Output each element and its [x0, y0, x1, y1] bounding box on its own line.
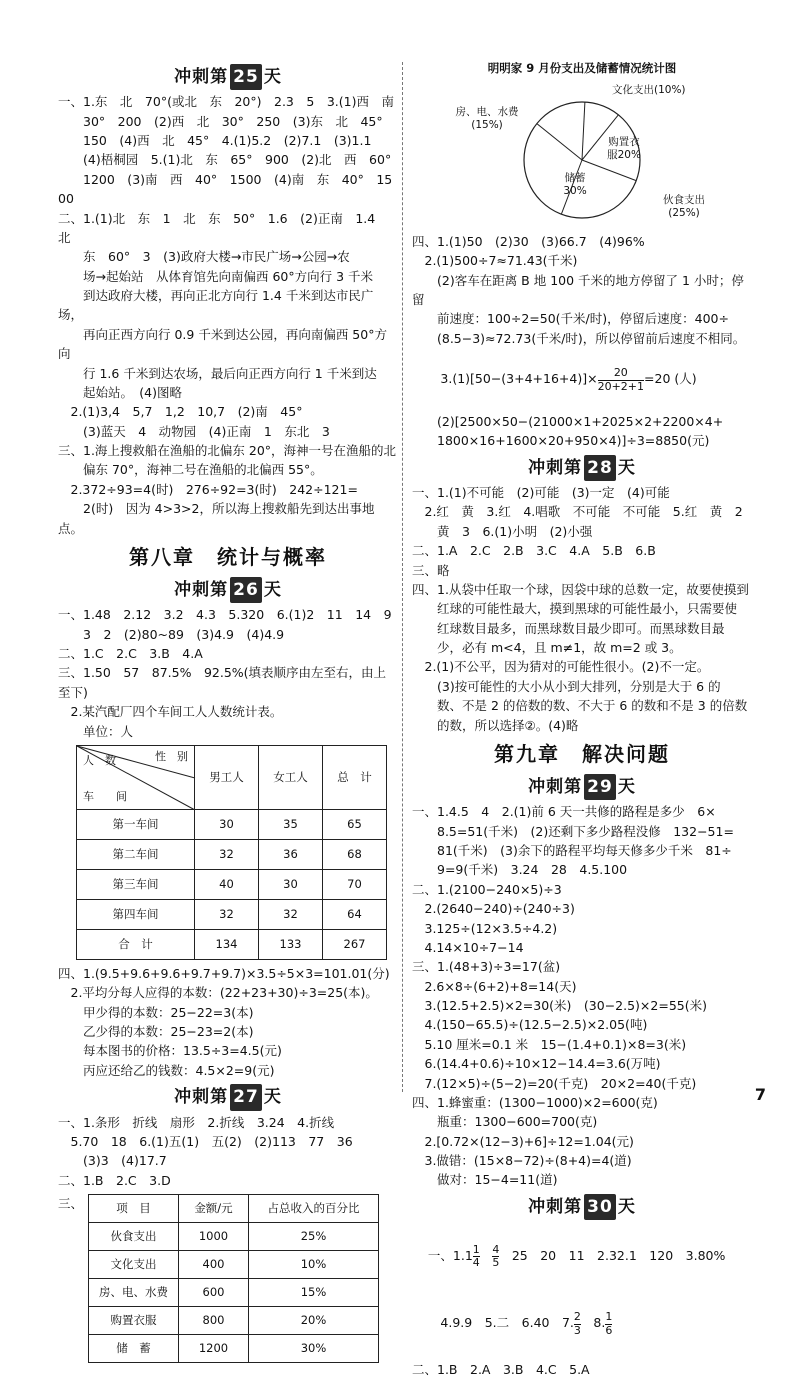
- text: 8.: [580, 1315, 606, 1331]
- fraction-numerator: 20: [613, 366, 628, 380]
- row-header: 第四车间: [77, 899, 195, 929]
- page-number: 7: [754, 1085, 766, 1104]
- answer-line: 每本图书的价格：13.5÷3=4.5(元): [58, 1043, 282, 1059]
- table-row: [77, 809, 387, 839]
- answer-line: 二、1.C 2.C 3.B 4.A: [58, 646, 203, 662]
- column-header: 总 计: [323, 745, 387, 809]
- table-cell: 35: [259, 809, 323, 839]
- row-header: 合 计: [77, 929, 195, 959]
- answer-line: 2.平均分每人应得的本数：(22+23+30)÷3=25(本)。: [58, 985, 378, 1001]
- column-header: 男工人: [195, 745, 259, 809]
- answer-line: (8.5−3)≈72.73(千米/时)，所以停留前后速度不相同。: [412, 330, 746, 346]
- day25-title: [58, 64, 398, 90]
- answer-line: 数、不是 2 的倍数的数、不大于 6 的数和不是 3 的倍数: [412, 698, 748, 714]
- day-number-badge: 26: [230, 577, 262, 603]
- fraction-line-suffix: =20 (人): [644, 371, 697, 387]
- fraction-denominator: 4: [472, 1255, 480, 1269]
- table-cell: 文化支出: [89, 1251, 179, 1279]
- answer-line: 场→起始站 从体育馆先向南偏西 60°方向行 3 千米: [58, 268, 374, 284]
- table-cell: 32: [259, 899, 323, 929]
- answer-line: 9=9(千米) 3.24 28 4.5.100: [412, 862, 628, 878]
- fraction-numerator: 2: [573, 1310, 581, 1324]
- fraction-denominator: 5: [492, 1255, 500, 1269]
- answer-line: 150 (4)西 北 45° 4.(1)5.2 (2)7.1 (3)1.1: [58, 133, 372, 149]
- table-cell: 40: [195, 869, 259, 899]
- answer-line: 丙应还给乙的钱数：4.5×2=9(元): [58, 1062, 275, 1078]
- table-cell: 133: [259, 929, 323, 959]
- pie-label-culture: 文化支出(10%): [612, 83, 686, 96]
- workshop-table: [76, 745, 387, 960]
- answer-line: 8.5=51(千米) (2)还剩下多少路程没修 132−51=: [412, 823, 734, 839]
- answer-line: 二、1.(1)北 东 1 北 东 50° 1.6 (2)正南 1.4 北: [58, 210, 388, 245]
- answer-line: 乙少得的本数：25−23=2(本): [58, 1024, 254, 1040]
- day-number-badge: 25: [230, 64, 262, 90]
- answer-line: 三、1.50 57 87.5% 92.5%(填表顺序由左至右，由上至下): [58, 665, 387, 700]
- fraction: [574, 1311, 581, 1336]
- table-cell: 1200: [179, 1335, 249, 1363]
- table-cell: 36: [259, 839, 323, 869]
- day26-answers: [58, 605, 398, 741]
- table-cell: 30: [195, 809, 259, 839]
- day-number-badge: 30: [584, 1194, 616, 1220]
- answer-line: 5.70 18 6.(1)五(1) 五(2) (2)113 77 36: [58, 1133, 353, 1149]
- answer-line: 1800×16+1600×20+950×4)]÷3=8850(元): [412, 433, 710, 449]
- table-row: [89, 1251, 379, 1279]
- text: 4.9.9 5.二 6.40 7.: [427, 1315, 574, 1331]
- answer-line: 四、1.从袋中任取一个球，因袋中球的总数一定，故要使摸到: [412, 581, 749, 597]
- day30-line1: [412, 1224, 752, 1288]
- answer-line: 四、1.(9.5+9.6+9.6+9.7+9.7)×3.5÷5×3=101.01(分): [58, 965, 390, 981]
- answer-line: 3.做错：(15×8−72)÷(8+4)=4(道): [412, 1153, 632, 1169]
- day-title-suffix: 天: [263, 1087, 282, 1108]
- day29-title: [412, 774, 752, 800]
- answer-line: 甲少得的本数：25−22=3(本): [58, 1004, 254, 1020]
- day-number-badge: 28: [584, 455, 616, 481]
- answer-line: 的数，所以选择②。(4)略: [412, 717, 579, 733]
- diagonal-header-cell: [77, 745, 195, 809]
- table-row: [77, 869, 387, 899]
- fraction-denominator: 6: [605, 1323, 613, 1337]
- day-title-prefix: 冲刺第: [174, 67, 229, 87]
- answer-line: 瓶重：1300−600=700(克): [412, 1114, 598, 1130]
- day-title-prefix: 冲刺第: [528, 457, 583, 478]
- pie-chart: [432, 82, 732, 232]
- table-cell: 70: [323, 869, 387, 899]
- answer-line: 3.(12.5+2.5)×2=30(米) (30−2.5)×2=55(米): [412, 998, 707, 1014]
- answer-line: 5.10 厘米=0.1 米 15−(1.4+0.1)×8=3(米): [412, 1036, 687, 1052]
- day-title-prefix: 冲刺第: [174, 1087, 229, 1108]
- fraction-denominator: 20+2+1: [597, 379, 645, 393]
- answer-line: 起始站。 (4)图略: [58, 384, 182, 400]
- table-cell: 伙食支出: [89, 1223, 179, 1251]
- table-cell: 购置衣服: [89, 1307, 179, 1335]
- answer-line: 二、1.B 2.C 3.D: [58, 1172, 171, 1188]
- day-number-badge: 27: [230, 1084, 262, 1110]
- answer-line: 二、1.A 2.C 2.B 3.C 4.A 5.B 6.B: [412, 543, 656, 559]
- chapter9-title: 第九章 解决问题: [494, 741, 670, 766]
- day30-line2: [412, 1292, 752, 1356]
- row-header: 第三车间: [77, 869, 195, 899]
- answer-line: 3 2 (2)80~89 (3)4.9 (4)4.9: [58, 626, 285, 642]
- answer-line: 7.(12×5)÷(5−2)=20(千克) 20×2=40(千克): [412, 1075, 697, 1091]
- table-cell: 600: [179, 1279, 249, 1307]
- answer-line: 少，必有 m<4，且 m≠1，故 m=2 或 3。: [412, 640, 682, 656]
- answer-line: 一、1.48 2.12 3.2 4.3 5.320 6.(1)2 11 14 9: [58, 607, 392, 623]
- answer-line: 三、1.(48+3)÷3=17(盆): [412, 959, 561, 975]
- answer-line: 4.(150−65.5)÷(12.5−2.5)×2.05(吨): [412, 1017, 648, 1033]
- chapter8-title: 第八章 统计与概率: [129, 544, 327, 569]
- answer-line: 一、1.4.5 4 2.(1)前 6 天一共修的路程是多少 6×: [412, 804, 716, 820]
- answer-line: (3)蓝天 4 动物园 (4)正南 1 东北 3: [58, 423, 330, 439]
- answer-line: (3)按可能性的大小从小到大排列，分别是大于 6 的: [412, 678, 721, 694]
- table-row: [89, 1335, 379, 1363]
- table-cell: 1000: [179, 1223, 249, 1251]
- answer-line: 单位：人: [58, 723, 134, 739]
- day28-title: [412, 455, 752, 481]
- day-title-prefix: 冲刺第: [174, 579, 229, 600]
- answer-line: 2.6×8÷(6+2)+8=14(天): [412, 978, 577, 994]
- answer-line: 2.(1)不公平，因为猜对的可能性很小。(2)不一定。: [412, 659, 710, 675]
- section4-answers: [412, 232, 752, 348]
- day-title-suffix: 天: [263, 67, 282, 87]
- fraction-numerator: 1: [605, 1310, 613, 1324]
- header-label-count: 人 数: [83, 753, 116, 767]
- day25-answers: [58, 92, 398, 538]
- day-title-suffix: 天: [617, 776, 636, 797]
- day-title-suffix: 天: [617, 1196, 636, 1217]
- section-label: 三、: [58, 1196, 84, 1212]
- table-cell: 25%: [249, 1223, 379, 1251]
- section4-answers-continued: [412, 412, 752, 451]
- answer-line: 再向正西方向行 0.9 千米到达公园，再向南偏西 50°方向: [58, 326, 387, 362]
- fraction: [605, 1311, 612, 1336]
- table-cell: 400: [179, 1251, 249, 1279]
- answer-line: 三、1.海上搜救船在渔船的北偏东 20°，海神一号在渔船的北: [58, 443, 397, 459]
- answer-line: 2.某汽配厂四个车间工人人数统计表。: [58, 704, 283, 720]
- answer-line: 东 60° 3 (3)政府大楼→市民广场→公园→农: [58, 249, 350, 265]
- table-cell: 30%: [249, 1335, 379, 1363]
- answer-line: 到达政府大楼，再向正北方向行 1.4 千米到达市民广场，: [58, 288, 374, 323]
- table-row: [89, 1307, 379, 1335]
- expense-table-block: [58, 1194, 398, 1363]
- day-title-suffix: 天: [617, 457, 636, 478]
- answer-line: 偏东 70°，海神二号在渔船的北偏西 55°。: [58, 462, 323, 478]
- answer-line: 4.14×10÷7−14: [412, 939, 524, 955]
- answer-line: 四、1.蜂蜜重：(1300−1000)×2=600(克): [412, 1094, 658, 1110]
- column-divider: [402, 62, 403, 1092]
- expense-table: [88, 1194, 379, 1363]
- answer-line: 81(千米) (3)余下的路程平均每天修多少千米 81÷: [412, 843, 732, 859]
- answer-line: 红球数目最多，而黑球数目最少即可。而黑球数目最: [412, 620, 725, 636]
- answer-line: 6.(14.4+0.6)÷10×12−14.4=3.6(万吨): [412, 1056, 661, 1072]
- answer-line: 2.[0.72×(12−3)+6]÷12=1.04(元): [412, 1133, 634, 1149]
- pie-label-housing: 房、电、水费(15%): [455, 105, 519, 131]
- right-column: [412, 60, 752, 1379]
- fraction-line: [412, 348, 752, 412]
- answer-line: 2.(1)3,4 5,7 1,2 10,7 (2)南 45°: [58, 404, 303, 420]
- left-column: [58, 60, 398, 1367]
- answer-line: (4)梧桐园 5.(1)北 东 65° 900 (2)北 西 60°: [58, 152, 392, 168]
- answer-line: 黄 3 6.(1)小明 (2)小强: [412, 523, 593, 539]
- day-title-prefix: 冲刺第: [528, 1196, 583, 1217]
- column-header: 占总收入的百分比: [249, 1195, 379, 1223]
- table-cell: 64: [323, 899, 387, 929]
- day30-title: [412, 1194, 752, 1220]
- answer-line: 一、1.条形 折线 扇形 2.折线 3.24 4.折线: [58, 1114, 335, 1130]
- column-header: 项 目: [89, 1195, 179, 1223]
- text: 25 20 11 2.32.1 120 3.80%: [499, 1247, 726, 1263]
- table-cell: 65: [323, 809, 387, 839]
- table-cell: 800: [179, 1307, 249, 1335]
- answer-line: 前速度：100÷2=50(千米/时)，停留后速度：400÷: [412, 311, 729, 327]
- answer-line: 2.372÷93=4(时) 276÷92=3(时) 242÷121=: [58, 481, 358, 497]
- table-cell: 68: [323, 839, 387, 869]
- table-cell: 房、电、水费: [89, 1279, 179, 1307]
- answer-line: 三、略: [412, 562, 450, 578]
- row-header: 第一车间: [77, 809, 195, 839]
- answer-line: 2.红 黄 3.红 4.唱歌 不可能 不可能 5.红 黄 2: [412, 504, 743, 520]
- answer-line: (3)3 (4)17.7: [58, 1153, 167, 1169]
- table-cell: 15%: [249, 1279, 379, 1307]
- answer-line: 30° 200 (2)西 北 30° 250 (3)东 北 45°: [58, 113, 383, 129]
- pie-label-savings: 储蓄 30%: [563, 171, 587, 197]
- day28-answers: [412, 483, 752, 735]
- day26-title: [58, 577, 398, 603]
- answer-line: (2)[2500×50−(21000×1+2025×2+2200×4+: [412, 414, 724, 429]
- header-label-workshop: 车 间: [83, 789, 127, 803]
- fraction-numerator: 4: [492, 1242, 500, 1256]
- day-title-suffix: 天: [263, 579, 282, 600]
- pie-label-clothes: 购置衣服20%: [607, 135, 641, 161]
- table-row: [89, 1223, 379, 1251]
- answer-line: 2.(2640−240)÷(240÷3): [412, 901, 575, 917]
- table-row: [77, 839, 387, 869]
- table-cell: 20%: [249, 1307, 379, 1335]
- table-cell: 134: [195, 929, 259, 959]
- table-cell: 储 蓄: [89, 1335, 179, 1363]
- pie-label-food: 伙食支出(25%): [663, 193, 705, 219]
- table-row: [77, 929, 387, 959]
- fraction: [598, 367, 644, 392]
- day30-line3: 二、1.B 2.A 3.B 4.C 5.A: [412, 1362, 590, 1378]
- fraction-numerator: 1: [472, 1242, 480, 1256]
- header-label-gender: 性 别: [155, 749, 188, 763]
- answer-line: 四、1.(1)50 (2)30 (3)66.7 (4)96%: [412, 233, 645, 249]
- answer-line: 2(时) 因为 4>3>2，所以海上搜救船先到达出事地点。: [58, 501, 375, 536]
- day29-answers: [412, 802, 752, 1190]
- answer-line: 一、1.(1)不可能 (2)可能 (3)一定 (4)可能: [412, 485, 670, 501]
- column-header: 女工人: [259, 745, 323, 809]
- answer-line: 一、1.东 北 70°(或北 东 20°) 2.3 5 3.(1)西 南: [58, 94, 394, 110]
- table-row: [89, 1279, 379, 1307]
- answer-line: 3.125÷(12×3.5÷4.2): [412, 920, 558, 936]
- table-cell: 30: [259, 869, 323, 899]
- answer-line: 二、1.(2100−240×5)÷3: [412, 881, 562, 897]
- fraction-denominator: 3: [573, 1323, 581, 1337]
- day-number-badge: 29: [584, 774, 616, 800]
- chart-title: 明明家 9 月份支出及储蓄情况统计图: [487, 61, 677, 75]
- text: 一、1.1: [427, 1247, 473, 1263]
- day27-title: [58, 1084, 398, 1110]
- table-cell: 267: [323, 929, 387, 959]
- day26-answers-continued: [58, 964, 398, 1080]
- table-cell: 32: [195, 839, 259, 869]
- table-cell: 10%: [249, 1251, 379, 1279]
- table-cell: 32: [195, 899, 259, 929]
- answer-line: 1200 (3)南 西 40° 1500 (4)南 东 40° 1500: [58, 171, 393, 207]
- answer-line: 2.(1)500÷7≈71.43(千米): [412, 253, 578, 269]
- answer-line: 红球的可能性最大，摸到黑球的可能性最小，只需要使: [412, 601, 738, 617]
- fraction-line-prefix: 3.(1)[50−(3+4+16+4)]×: [427, 371, 598, 387]
- answer-line: 行 1.6 千米到达农场，最后向正西方向行 1 千米到达: [58, 365, 377, 381]
- table-row: [77, 899, 387, 929]
- row-header: 第二车间: [77, 839, 195, 869]
- answer-line: (2)客车在距离 B 地 100 千米的地方停留了 1 小时；停留: [412, 272, 744, 307]
- answer-line: 做对：15−4=11(道): [412, 1172, 558, 1188]
- column-header: 金额/元: [179, 1195, 249, 1223]
- fraction: [473, 1244, 480, 1269]
- day27-answers: [58, 1113, 398, 1191]
- day-title-prefix: 冲刺第: [528, 776, 583, 797]
